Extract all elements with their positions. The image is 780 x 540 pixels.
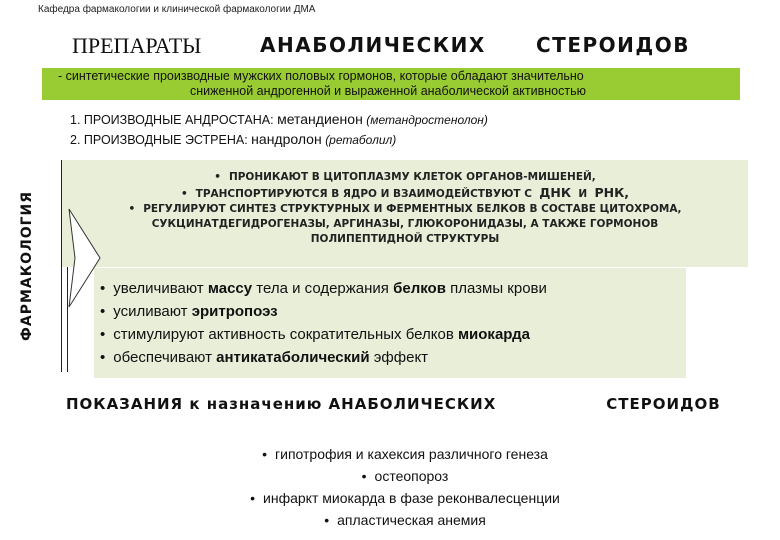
effects-list (100, 277, 547, 369)
type-prefix: 2. ПРОИЗВОДНЫЕ ЭСТРЕНА: (70, 133, 248, 147)
department-header: Кафедра фармакологии и клинической фармакологии ДМА (38, 4, 316, 15)
type-item-androstane (70, 110, 488, 130)
mechanism-line-2: • ТРАНСПОРТИРУЮТСЯ В ЯДРО И ВЗАИМОДЕЙСТВУЮТ С ДНК И РНК, (180, 185, 630, 200)
drug-name: метандиенон (277, 111, 363, 127)
list-item: • остеопороз (361, 468, 449, 484)
drug-alt-name: (метандростенолон) (366, 113, 488, 127)
list-item: • гипотрофия и кахексия различного генеза (262, 446, 548, 462)
list-item: • инфаркт миокарда в фазе реконвалесценции (250, 490, 560, 506)
list-item: • усиливают эритропоэз (100, 303, 278, 320)
indications-list (170, 443, 640, 531)
drug-alt-name: (ретаболил) (325, 133, 397, 147)
derivative-types (70, 110, 488, 150)
list-item: • увеличивают массу тела и содержания белков плазмы крови (100, 280, 547, 297)
definition-line-2: сниженной андрогенной и выраженной анаболической активностью (190, 84, 586, 98)
list-item: • апластическая анемия (324, 512, 486, 528)
title-part1: ПРЕПАРАТЫ (72, 33, 202, 58)
rnk-label: РНК, (594, 185, 630, 200)
dnk-label: ДНК (539, 185, 572, 200)
list-item: • стимулируют активность сократительных белков миокарда (100, 326, 530, 343)
type-prefix: 1. ПРОИЗВОДНЫЕ АНДРОСТАНА: (70, 113, 274, 127)
indications-title: ПОКАЗАНИЯ к назначению АНАБОЛИЧЕСКИХ СТЕРОИДОВ (66, 395, 721, 413)
definition-text (58, 69, 738, 99)
mechanism-text (70, 170, 740, 247)
mechanism-line-3: • РЕГУЛИРУЮТ СИНТЕЗ СТРУКТУРНЫХ И ФЕРМЕНТНЫХ БЕЛКОВ В СОСТАВЕ ЦИТОХРОМА, (128, 203, 682, 215)
mechanism-line-5: ПОЛИПЕПТИДНОЙ СТРУКТУРЫ (310, 233, 500, 245)
title-part3: СТЕРОИДОВ (536, 33, 690, 57)
mechanism-line-1: • ПРОНИКАЮТ В ЦИТОПЛАЗМУ КЛЕТОК ОРГАНОВ-МИШЕНЕЙ, (214, 171, 596, 183)
drug-name: нандролон (251, 131, 322, 147)
type-item-estrene (70, 130, 488, 150)
mechanism-line-4: СУКЦИНАТДЕГИДРОГЕНАЗЫ, АРГИНАЗЫ, ГЛЮКОРОНИДАЗЫ, А ТАКЖЕ ГОРМОНОВ (151, 218, 659, 230)
definition-line-1: - синтетические производные мужских половых гормонов, которые обладают значительно (58, 69, 584, 83)
side-label-text: ФАРМАКОЛОГИЯ (19, 190, 36, 342)
list-item: • обеспечивают антикатаболический эффект (100, 349, 429, 366)
pharmacology-side-label (5, 160, 49, 372)
title-part2: АНАБОЛИЧЕСКИХ (260, 33, 486, 57)
